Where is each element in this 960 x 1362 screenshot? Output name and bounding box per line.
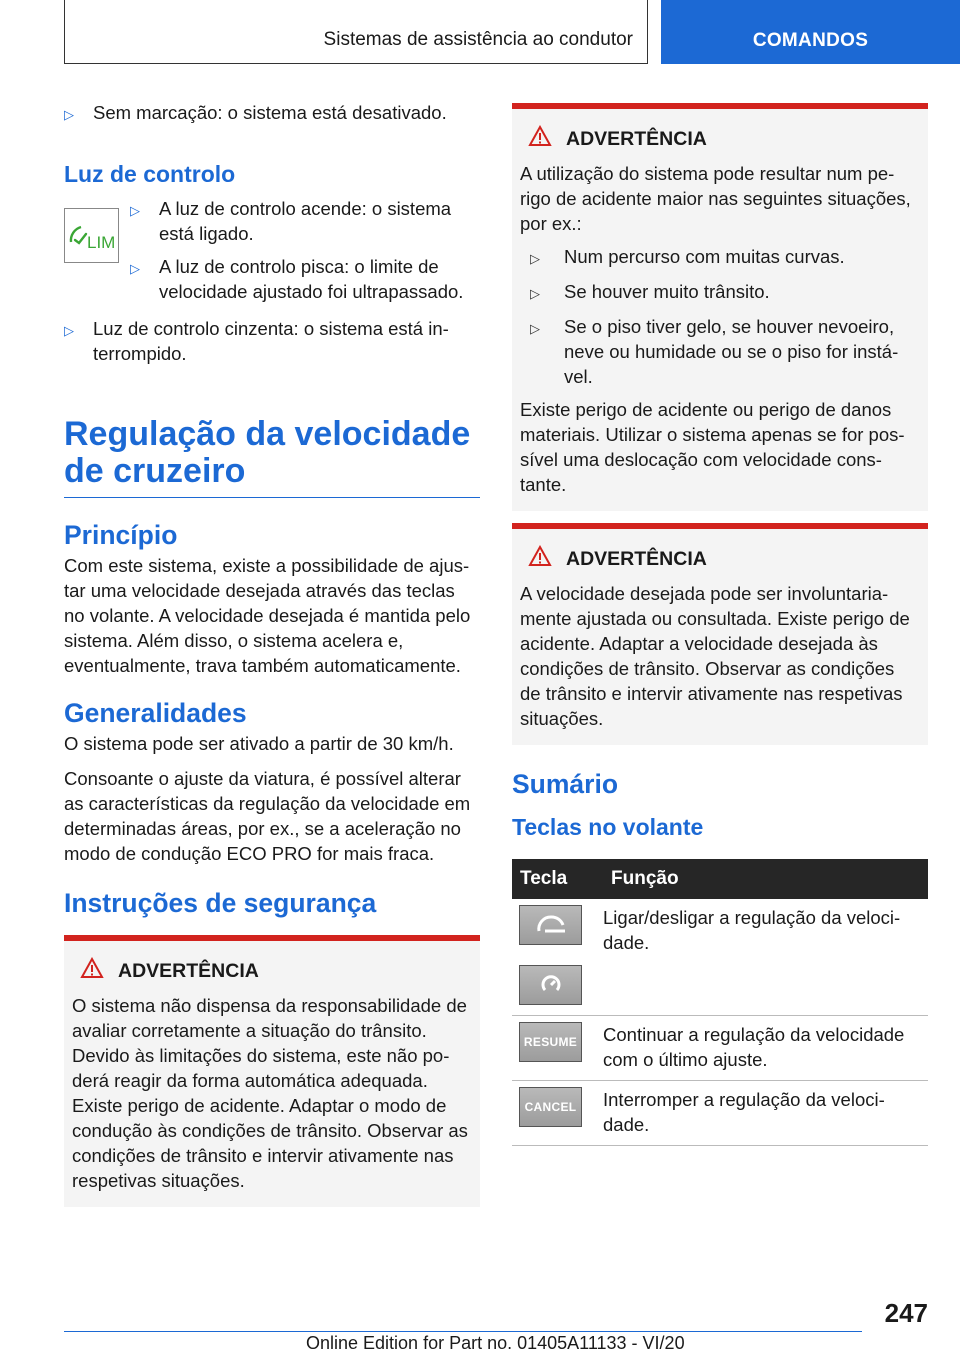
chapter-tab	[661, 0, 960, 64]
column-header-tecla: Tecla	[512, 859, 603, 899]
right-column	[512, 103, 928, 1146]
bullet-item: ▷ Se o piso tiver gelo, se houver nevoeiro, neve ou humidade ou se o piso for instá-vel.	[520, 314, 920, 389]
bullet-item	[64, 100, 480, 127]
warning-triangle-icon	[528, 545, 560, 573]
triangle-bullet-icon: ▷	[530, 251, 540, 266]
bullet-text: Luz de controlo cinzenta: o sistema está in-terrompido.	[93, 318, 449, 364]
paragraph-generalidades-2: Consoante o ajuste da viatura, é possível alterar as características da regulação da velocidade em determinadas áreas, por ex., se a aceleração no modo de condução ECO PRO for mais fraca.	[64, 768, 471, 864]
page-title: Regulação da velocidade de cruzeiro	[64, 416, 480, 498]
triangle-bullet-icon: ▷	[530, 286, 540, 301]
svg-text:LIM: LIM	[87, 233, 116, 252]
footer-divider	[64, 1331, 862, 1332]
heading-instrucoes-seguranca: Instruções de segurança	[64, 888, 377, 918]
warning-text: A utilização do sistema pode resultar num pe-rigo de acidente maior nas seguintes situações, por ex.:	[520, 163, 911, 234]
table-header-row	[512, 859, 928, 899]
table-row	[512, 899, 928, 1016]
bullet-text: A luz de controlo pisca: o limite de velocidade ajustado foi ultrapassado.	[159, 256, 464, 302]
triangle-bullet-icon: ▷	[530, 321, 540, 336]
triangle-bullet-icon: ▷	[64, 107, 74, 122]
bullet-text: Sem marcação: o sistema está desativado.	[93, 102, 447, 123]
function-cell: Ligar/desligar a regulação da veloci-dade.	[603, 899, 928, 1016]
resume-key-icon: RESUME	[519, 1022, 582, 1062]
section-title: Sistemas de assistência ao condutor	[323, 29, 633, 50]
lim-indicator-icon	[64, 208, 119, 263]
key-cell	[512, 1081, 603, 1146]
running-header	[64, 0, 648, 64]
warning-text: O sistema não dispensa da responsabilidade de avaliar corretamente a situação do trânsito. Devido às limitações do sistema, este não po-derá reagir da forma automática adequada. Existe perigo de acidente. Adaptar o modo de condução às condições de trânsito. Observar as condições de trânsito e intervir ativamente nas respetivas situações.	[72, 995, 468, 1191]
column-header-funcao: Função	[603, 859, 928, 899]
indicator-light-block	[64, 196, 480, 304]
triangle-bullet-icon: ▷	[130, 261, 140, 276]
page-number: 247	[884, 1298, 928, 1328]
bullet-item	[130, 196, 480, 246]
paragraph-generalidades-1: O sistema pode ser ativado a partir de 30 km/h.	[64, 733, 454, 754]
key-cell	[512, 899, 603, 1016]
warning-box	[512, 103, 928, 511]
function-cell: Continuar a regulação da velocidade com o último ajuste.	[603, 1016, 928, 1081]
triangle-bullet-icon: ▷	[64, 323, 74, 338]
warning-box	[512, 523, 928, 745]
bullet-item: ▷ Num percurso com muitas curvas.	[520, 244, 920, 271]
chapter-tab-label: COMANDOS	[752, 30, 869, 51]
table-row	[512, 1081, 928, 1146]
heading-luz-de-controlo: Luz de controlo	[64, 161, 236, 187]
cruise-on-off-key-icon	[519, 905, 582, 945]
cruise-standby-key-icon	[519, 965, 582, 1005]
cancel-key-icon: CANCEL	[519, 1087, 582, 1127]
warning-text: Existe perigo de acidente ou perigo de danos materiais. Utilizar o sistema apenas se for pos-sível uma deslocação com velocidade cons-tante.	[520, 399, 905, 495]
keys-table	[512, 859, 928, 1146]
edition-footer: Online Edition for Part no. 01405A11133 - VI/20	[306, 1333, 685, 1353]
warning-triangle-icon	[528, 125, 560, 153]
bullet-text: A luz de controlo acende: o sistema está ligado.	[159, 198, 452, 244]
key-cell	[512, 1016, 603, 1081]
warning-box	[64, 935, 480, 1207]
bullet-item: ▷ Se houver muito trânsito.	[520, 279, 920, 306]
warning-triangle-icon	[80, 957, 112, 985]
table-row	[512, 1016, 928, 1081]
warning-title: ADVERTÊNCIA	[520, 125, 920, 153]
triangle-bullet-icon: ▷	[130, 203, 140, 218]
bullet-item	[130, 254, 480, 304]
function-cell: Interromper a regulação da veloci-dade.	[603, 1081, 928, 1146]
left-column	[64, 100, 480, 1207]
paragraph-principio: Com este sistema, existe a possibilidade de ajus-tar uma velocidade desejada através das teclas no volante. A velocidade desejada é mantida pelo sistema. Além disso, o sistema acelera e, eventualmente, trava também automaticamente.	[64, 555, 471, 676]
warning-title: ADVERTÊNCIA	[72, 957, 472, 985]
heading-generalidades: Generalidades	[64, 698, 247, 728]
heading-sumario: Sumário	[512, 769, 619, 799]
warning-text: A velocidade desejada pode ser involuntaria-mente ajustada ou consultada. Existe perigo de acidente. Adaptar a velocidade desejada às condições de trânsito. Observar as condições de trânsito e intervir ativamente nas respetivas situações.	[520, 583, 910, 729]
bullet-item	[64, 316, 480, 366]
heading-teclas-no-volante: Teclas no volante	[512, 814, 704, 840]
warning-title: ADVERTÊNCIA	[520, 545, 920, 573]
heading-principio: Princípio	[64, 520, 178, 550]
